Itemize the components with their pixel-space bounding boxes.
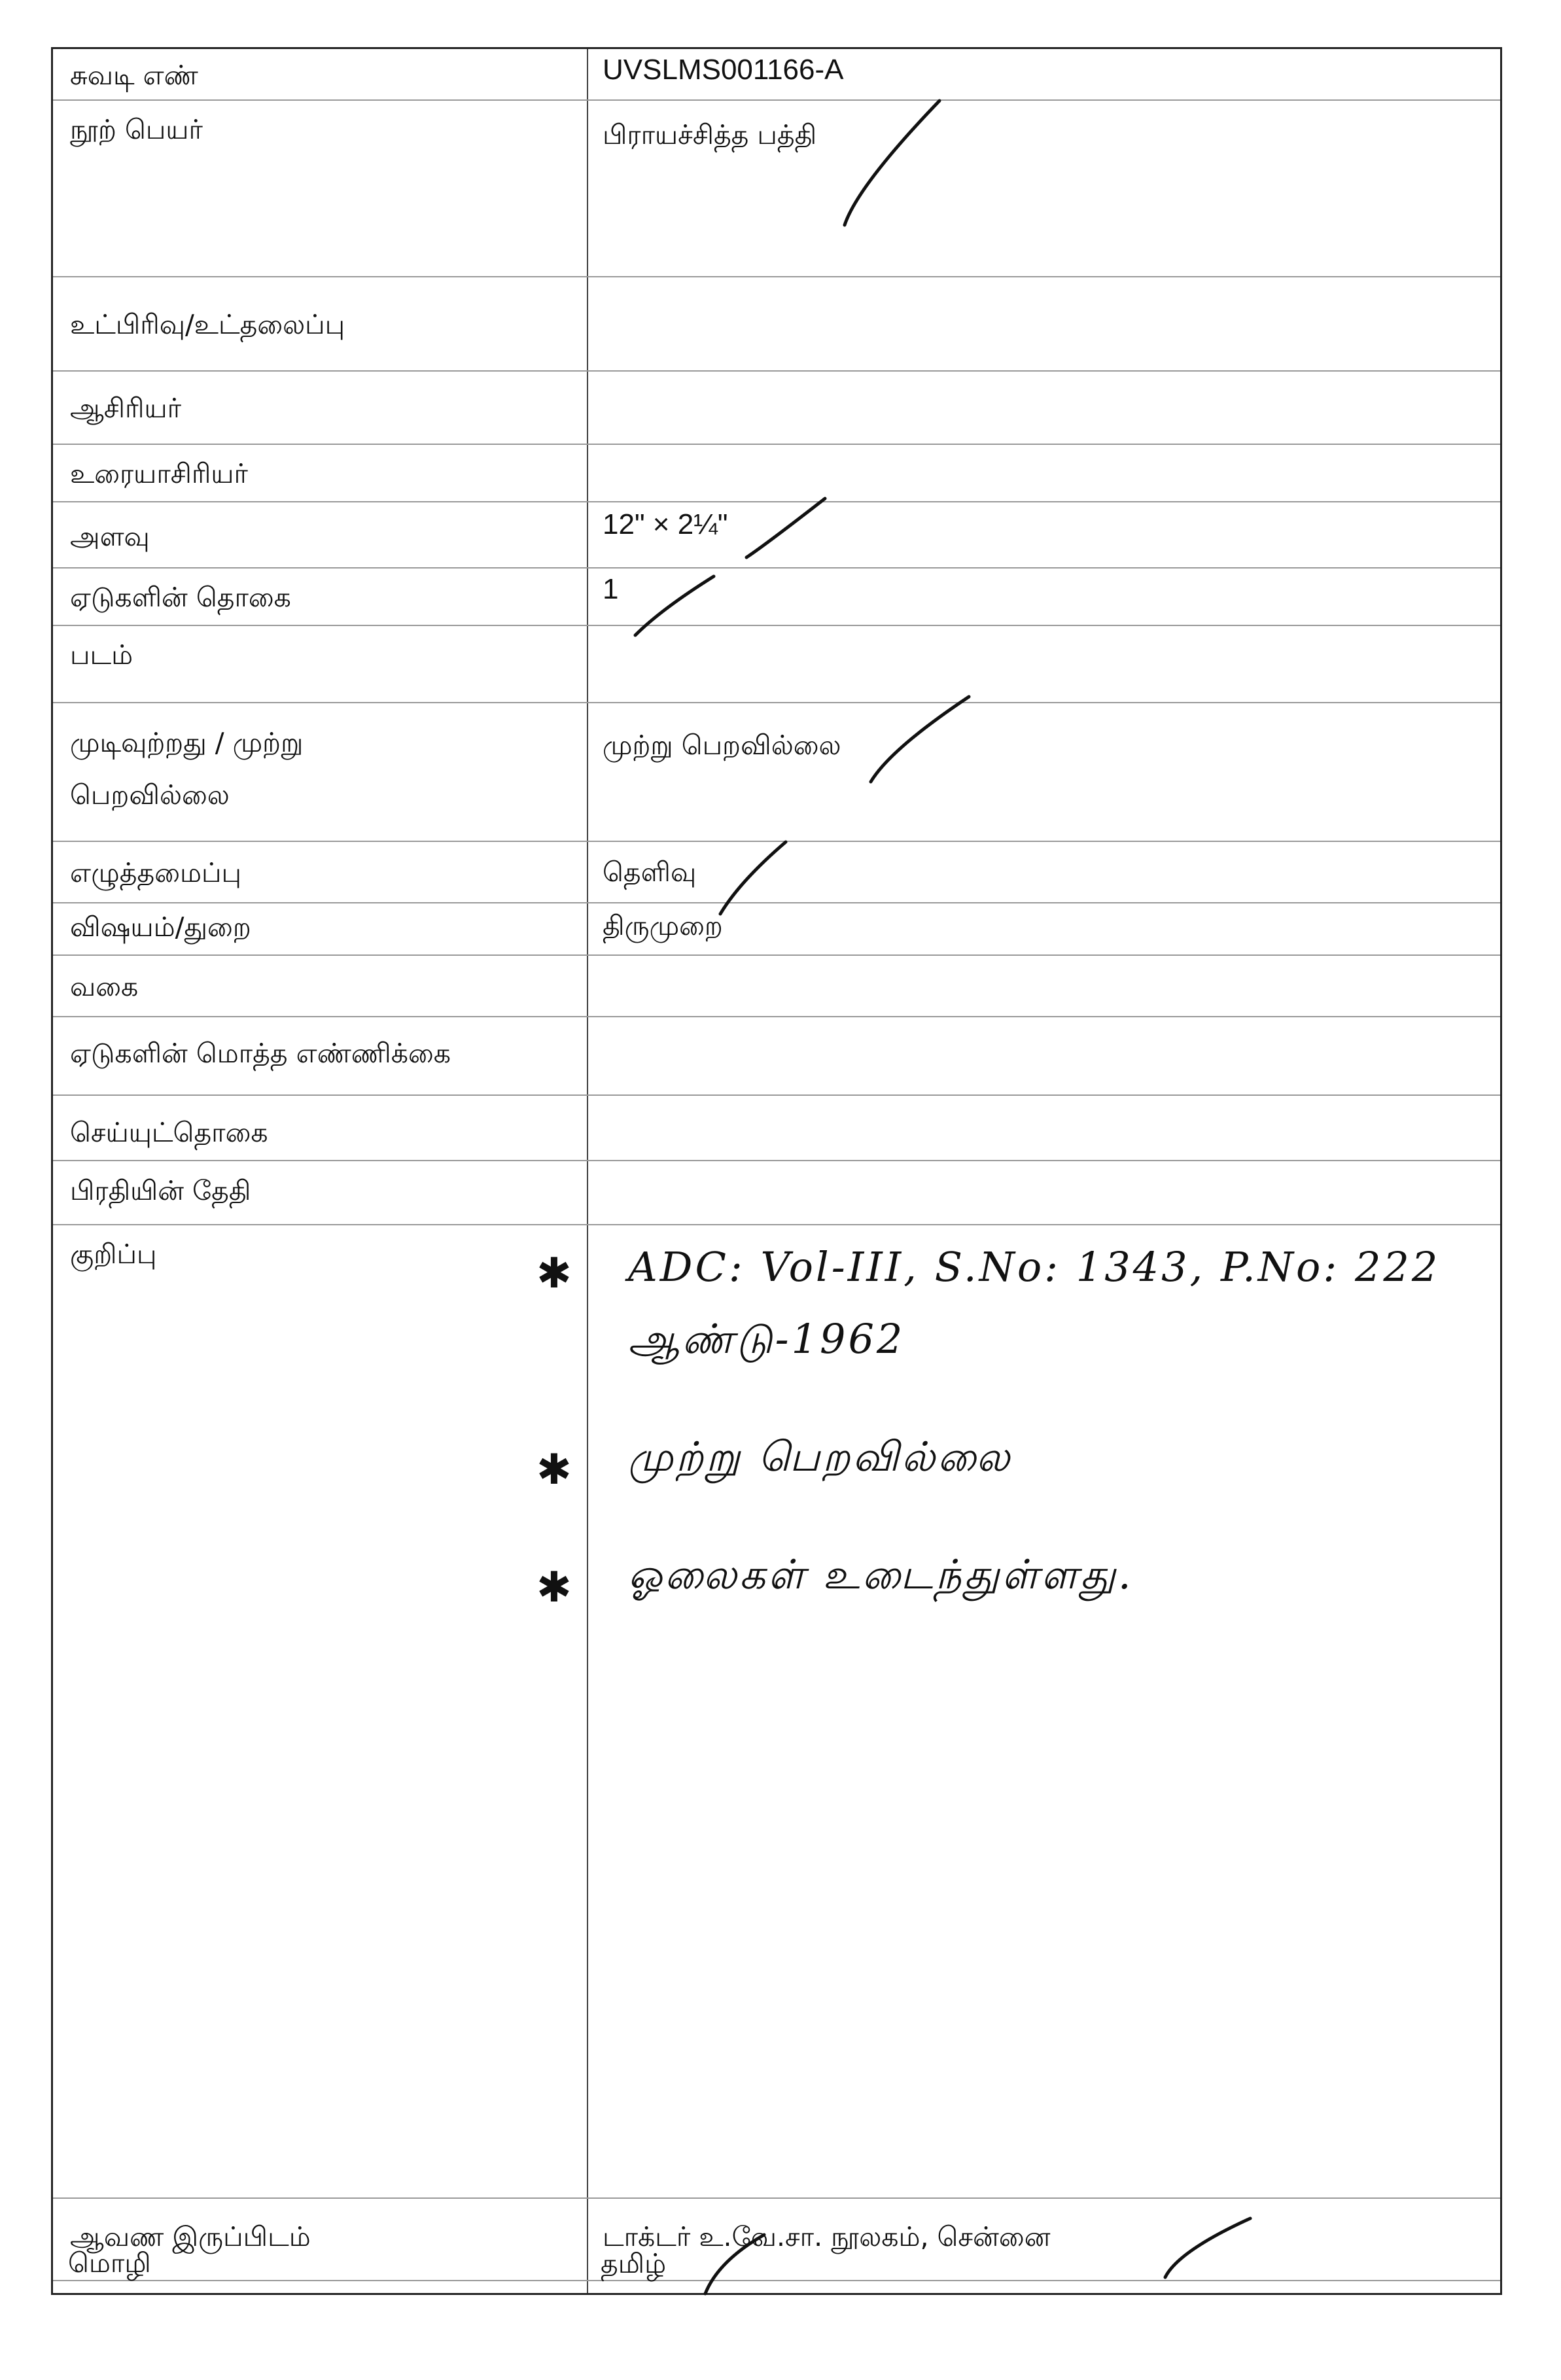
star-bullet-icon: ✱ <box>536 1564 572 1612</box>
label-script: எழுத்தமைப்பு <box>70 857 242 888</box>
label-illustration: படம் <box>70 639 133 671</box>
form-row-completion <box>53 703 1500 842</box>
form-row-title <box>53 101 1500 277</box>
label-size: அளவு <box>70 521 150 552</box>
label-completion-line2: பெறவில்லை <box>70 779 230 811</box>
check-mark-icon <box>864 690 975 788</box>
check-mark-icon <box>740 492 832 564</box>
label-subdivision: உட்பிரிவு/உட்தலைப்பு <box>70 309 345 340</box>
label-completion <box>70 716 574 821</box>
form-row-category <box>53 956 1500 1017</box>
handwritten-notes <box>497 1236 1518 1642</box>
label-completion-line1: முடிவுற்றது / முற்று <box>70 727 304 758</box>
form-row-size <box>53 502 1500 569</box>
form-row-leaf-count <box>53 569 1500 626</box>
label-title: நூற் பெயர் <box>70 114 203 145</box>
label-language: மொழி <box>68 2247 151 2279</box>
form-row-subdivision <box>53 277 1500 372</box>
form-row-language-content <box>51 2231 1502 2295</box>
form-row-author <box>53 372 1500 445</box>
form-row-subject <box>53 903 1500 956</box>
value-manuscript-number: UVSLMS001166-A <box>603 54 844 86</box>
label-total-leaves: ஏடுகளின் மொத்த எண்ணிக்கை <box>70 1038 451 1069</box>
handwritten-note-reference: ADC: Vol-III, S.No: 1343, P.No: 222 <box>628 1243 1441 1291</box>
form-row-script <box>53 842 1500 903</box>
label-repository: ஆவண இருப்பிடம் <box>70 2221 311 2252</box>
value-script: தெளிவு <box>603 856 697 888</box>
label-subject: விஷயம்/துறை <box>70 911 251 943</box>
label-verse-count: செய்யுட்தொகை <box>70 1117 268 1148</box>
star-bullet-icon: ✱ <box>536 1446 572 1494</box>
check-mark-icon <box>832 94 943 232</box>
value-completion: முற்று பெறவில்லை <box>603 729 841 761</box>
star-bullet-icon: ✱ <box>536 1250 572 1298</box>
handwritten-note-incomplete: முற்று பெறவில்லை <box>628 1433 1013 1480</box>
label-leaf-count: ஏடுகளின் தொகை <box>70 582 291 613</box>
value-repository: டாக்டர் உ.வே.சா. நூலகம், சென்னை <box>603 2221 1051 2252</box>
handwritten-note-year: ஆண்டு-1962 <box>628 1315 905 1363</box>
form-row-copy-date <box>53 1161 1500 1225</box>
handwritten-note-leaves-broken: ஓலைகள் உடைந்துள்ளது. <box>628 1550 1134 1598</box>
form-row-total-leaves <box>53 1017 1500 1096</box>
value-title: பிராயச்சித்த பத்தி <box>603 119 817 150</box>
manuscript-record-form <box>51 47 1502 2295</box>
value-size: 12" × 2¼" <box>603 508 728 540</box>
label-category: வகை <box>70 971 139 1002</box>
form-row-manuscript-number <box>53 49 1500 101</box>
value-subject: திருமுறை <box>603 910 723 941</box>
check-mark-icon <box>699 2228 771 2300</box>
label-notes: குறிப்பு <box>70 1238 157 1270</box>
form-row-verse-count <box>53 1096 1500 1161</box>
label-author: ஆசிரியர் <box>70 393 182 424</box>
value-language: தமிழ் <box>601 2248 667 2279</box>
form-row-illustration <box>53 626 1500 703</box>
label-commentator: உரையாசிரியர் <box>70 458 248 489</box>
label-copy-date: பிரதியின் தேதி <box>70 1175 251 1206</box>
value-leaf-count: 1 <box>603 573 619 605</box>
label-manuscript-number: சுவடி எண் <box>70 60 198 91</box>
